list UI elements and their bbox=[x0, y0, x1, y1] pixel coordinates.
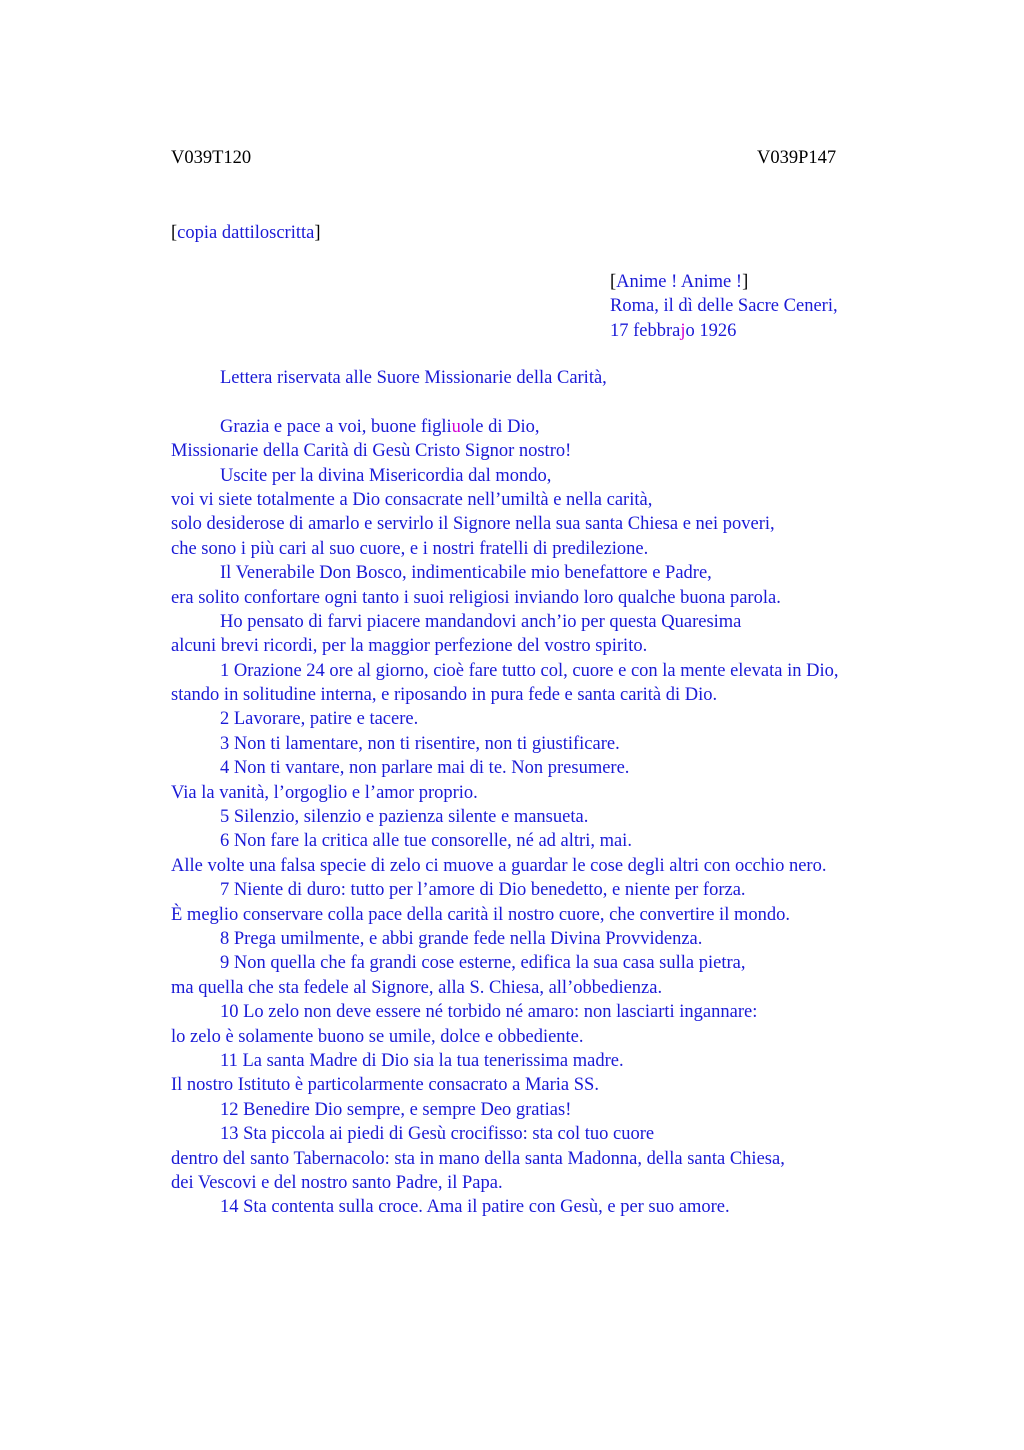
date-highlight-letter: j bbox=[680, 320, 686, 341]
rule-item: 2 Lavorare, patire e tacere. bbox=[220, 709, 419, 730]
greeting-highlight-letter: u bbox=[451, 416, 461, 437]
rule-item: 9 Non quella che fa grandi cose esterne, edifica la sua casa sulla pietra, bbox=[220, 953, 746, 974]
rule-item: 6 Non fare la critica alle tue consorelle, né ad altri, mai. bbox=[220, 831, 632, 852]
rule-item: 8 Prega umilmente, e abbi grande fede nella Divina Provvidenza. bbox=[220, 929, 703, 949]
body-line: dentro del santo Tabernacolo: sta in mano della santa Madonna, della santa Chiesa, bbox=[171, 1148, 785, 1169]
rule-item: 1 Orazione 24 ore al giorno, cioè fare tutto col, cuore e con la mente elevata in Dio, bbox=[220, 660, 839, 681]
rule-item: 4 Non ti vantare, non parlare mai di te. Non presumere. bbox=[220, 758, 630, 779]
rule-item: 13 Sta piccola ai piedi di Gesù crocifisso: sta col tuo cuore bbox=[220, 1124, 655, 1145]
body-line: dei Vescovi e del nostro santo Padre, il Papa. bbox=[171, 1172, 503, 1193]
rule-item: 14 Sta contenta sulla croce. Ama il patire con Gesù, e per suo amore. bbox=[220, 1197, 730, 1218]
letter-title-line bbox=[610, 270, 838, 294]
bracket-close: ] bbox=[314, 223, 321, 243]
date-part-a: 17 febbra bbox=[610, 320, 681, 341]
place-date-block bbox=[610, 270, 838, 343]
copy-type-text: copia dattiloscritta bbox=[177, 223, 315, 243]
letter-body bbox=[171, 366, 906, 1220]
body-line: lo zelo è solamente buono se umile, dolce e obbediente. bbox=[171, 1026, 584, 1047]
document-code-left: V039T120 bbox=[171, 148, 252, 168]
body-line: voi vi siete totalmente a Dio consacrate nell’umiltà e nella carità, bbox=[171, 489, 653, 510]
date-part-b: o 1926 bbox=[685, 320, 737, 341]
bracket-open: [ bbox=[610, 272, 617, 292]
body-line: ma quella che sta fedele al Signore, alla S. Chiesa, all’obbedienza. bbox=[171, 977, 663, 998]
date-line bbox=[610, 319, 838, 343]
rule-item: 10 Lo zelo non deve essere né torbido né amaro: non lasciarti ingannare: bbox=[220, 1002, 758, 1023]
place-line: Roma, il dì delle Sacre Ceneri, bbox=[610, 296, 838, 317]
body-line: Via la vanità, l’orgoglio e l’amor proprio. bbox=[171, 782, 478, 803]
letter-intro: Lettera riservata alle Suore Missionarie della Carità, bbox=[220, 368, 607, 388]
rule-item: 3 Non ti lamentare, non ti risentire, non ti giustificare. bbox=[220, 733, 620, 754]
body-line: Ho pensato di farvi piacere mandandovi anch’io per questa Quaresima bbox=[220, 611, 742, 632]
body-line: era solito confortare ogni tanto i suoi religiosi inviando loro qualche buona parola. bbox=[171, 587, 781, 608]
body-line: alcuni brevi ricordi, per la maggior perfezione del vostro spirito. bbox=[171, 636, 648, 657]
document-code-right: V039P147 bbox=[757, 148, 837, 168]
greeting-part-a: Grazia e pace a voi, buone figli bbox=[220, 416, 452, 437]
rule-item: 7 Niente di duro: tutto per l’amore di Dio benedetto, e niente per forza. bbox=[220, 880, 746, 901]
rule-item: 11 La santa Madre di Dio sia la tua tenerissima madre. bbox=[220, 1050, 624, 1071]
body-line: stando in solitudine interna, e riposando in pura fede e santa carità di Dio. bbox=[171, 685, 718, 706]
rule-item: 12 Benedire Dio sempre, e sempre Deo gratias! bbox=[220, 1099, 572, 1120]
body-line: Il Venerabile Don Bosco, indimenticabile mio benefattore e Padre, bbox=[220, 563, 712, 584]
body-line: solo desiderose di amarlo e servirlo il Signore nella sua santa Chiesa e nei poveri, bbox=[171, 514, 775, 535]
letter-title: Anime ! Anime ! bbox=[616, 272, 743, 292]
body-line: che sono i più cari al suo cuore, e i nostri fratelli di predilezione. bbox=[171, 538, 649, 559]
body-line: Uscite per la divina Misericordia dal mondo, bbox=[220, 465, 552, 486]
bracket-close: ] bbox=[742, 272, 749, 292]
body-line: Il nostro Istituto è particolarmente consacrato a Maria SS. bbox=[171, 1075, 599, 1096]
body-line: Missionarie della Carità di Gesù Cristo Signor nostro! bbox=[171, 441, 572, 462]
greeting-part-b: ole di Dio, bbox=[460, 416, 540, 437]
body-line: È meglio conservare colla pace della carità il nostro cuore, che convertire il mondo. bbox=[171, 904, 790, 925]
body-line: Alle volte una falsa specie di zelo ci muove a guardar le cose degli altri con occhio nero. bbox=[171, 855, 827, 876]
greeting-line bbox=[171, 415, 906, 439]
rule-item: 5 Silenzio, silenzio e pazienza silente e mansueta. bbox=[220, 807, 589, 828]
copy-type-note bbox=[171, 221, 321, 245]
bracket-open: [ bbox=[171, 223, 178, 243]
